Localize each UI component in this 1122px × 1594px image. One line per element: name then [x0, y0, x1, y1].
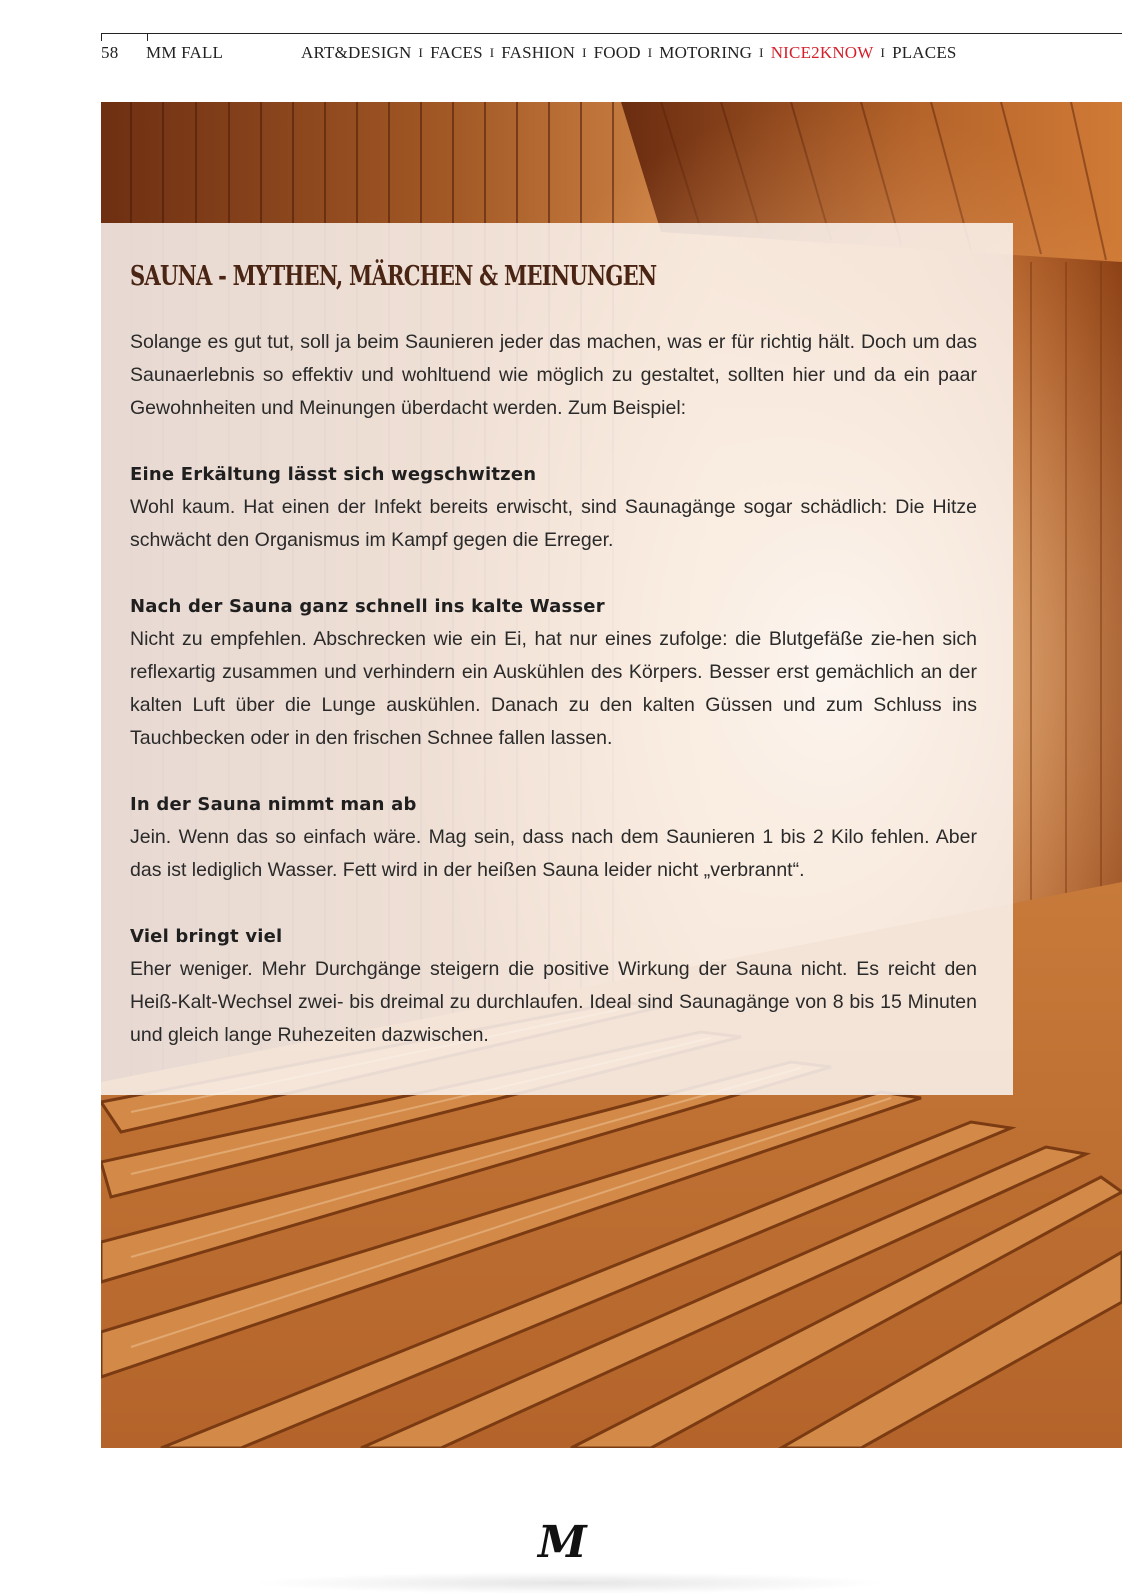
magazine-logo: M	[538, 1517, 587, 1568]
nav-item-places[interactable]: PLACES	[892, 43, 957, 62]
nav-separator: I	[418, 45, 424, 60]
page-header	[101, 43, 1122, 65]
nav-separator: I	[582, 45, 587, 60]
section-heading: In der Sauna nimmt man ab	[130, 794, 417, 815]
header-rule	[101, 33, 1122, 34]
nav-item-art-design[interactable]: ART&DESIGN	[301, 43, 412, 62]
nav-item-faces[interactable]: FACES	[430, 43, 483, 62]
article-section	[130, 590, 977, 755]
nav-item-food[interactable]: FOOD	[593, 43, 641, 62]
header-tick	[147, 33, 148, 41]
article-section	[130, 920, 977, 1052]
page-number: 58	[101, 43, 119, 62]
nav-item-motoring[interactable]: MOTORING	[659, 43, 753, 62]
article-section	[130, 788, 977, 887]
page-shadow	[250, 1572, 890, 1594]
article-title: SAUNA - MYTHEN, MÄRCHEN & MEINUNGEN	[130, 261, 657, 292]
nav-item-nice2know[interactable]: NICE2KNOW	[770, 43, 874, 62]
section-text: Jein. Wenn das so einfach wäre. Mag sein, dass nach dem Saunieren 1 bis 2 Kilo fehlen. Aber das ist lediglich Wasser. Fett wird in der heißen Sauna leider nicht „verbrannt“.	[130, 826, 977, 881]
nav-separator: I	[759, 45, 764, 60]
article-panel	[101, 223, 1013, 1095]
section-heading: Viel bringt viel	[130, 926, 283, 947]
section-text: Eher weniger. Mehr Durchgänge steigern die positive Wirkung der Sauna nicht. Es reicht den Heiß-Kalt-Wechsel zwei- bis dreimal zu durchlaufen. Ideal sind Saunagänge von 8 bis 15 Minuten und gleich lange Ruhezeiten dazwischen.	[130, 958, 977, 1046]
section-nav	[301, 43, 957, 63]
nav-separator: I	[647, 45, 653, 60]
header-tick	[101, 33, 102, 41]
section-heading: Nach der Sauna ganz schnell ins kalte Wasser	[130, 596, 605, 617]
article-body	[130, 261, 977, 1052]
section-heading: Eine Erkältung lässt sich wegschwitzen	[130, 464, 537, 485]
section-text: Nicht zu empfehlen. Abschrecken wie ein Ei, hat nur eines zufolge: die Blutgefäße zie-hen sich reflexartig zusammen und verhindern ein Auskühlen des Körpers. Besser erst gemächlich an der kalten Luft über die Lunge auskühlen. Danach zu den kalten Güssen und zum Schluss ins Tauchbecken oder in den frischen Schnee fallen lassen.	[130, 628, 977, 749]
nav-separator: I	[489, 45, 495, 60]
nav-separator: I	[880, 45, 886, 60]
article-intro: Solange es gut tut, soll ja beim Saunieren jeder das machen, was er für richtig hält. Doch um das Saunaerlebnis so effektiv und wohltuend wie möglich zu gestaltet, sollten hier und da ein paar Gewohnheiten und Meinungen überdacht werden. Zum Beispiel:	[130, 331, 977, 419]
section-text: Wohl kaum. Hat einen der Infekt bereits erwischt, sind Saunagänge sogar schädlich: Die Hitze schwächt den Organismus im Kampf gegen die Erreger.	[130, 496, 977, 551]
issue-label: MM FALL	[146, 43, 224, 62]
nav-item-fashion[interactable]: FASHION	[501, 43, 576, 62]
article-section	[130, 458, 977, 557]
